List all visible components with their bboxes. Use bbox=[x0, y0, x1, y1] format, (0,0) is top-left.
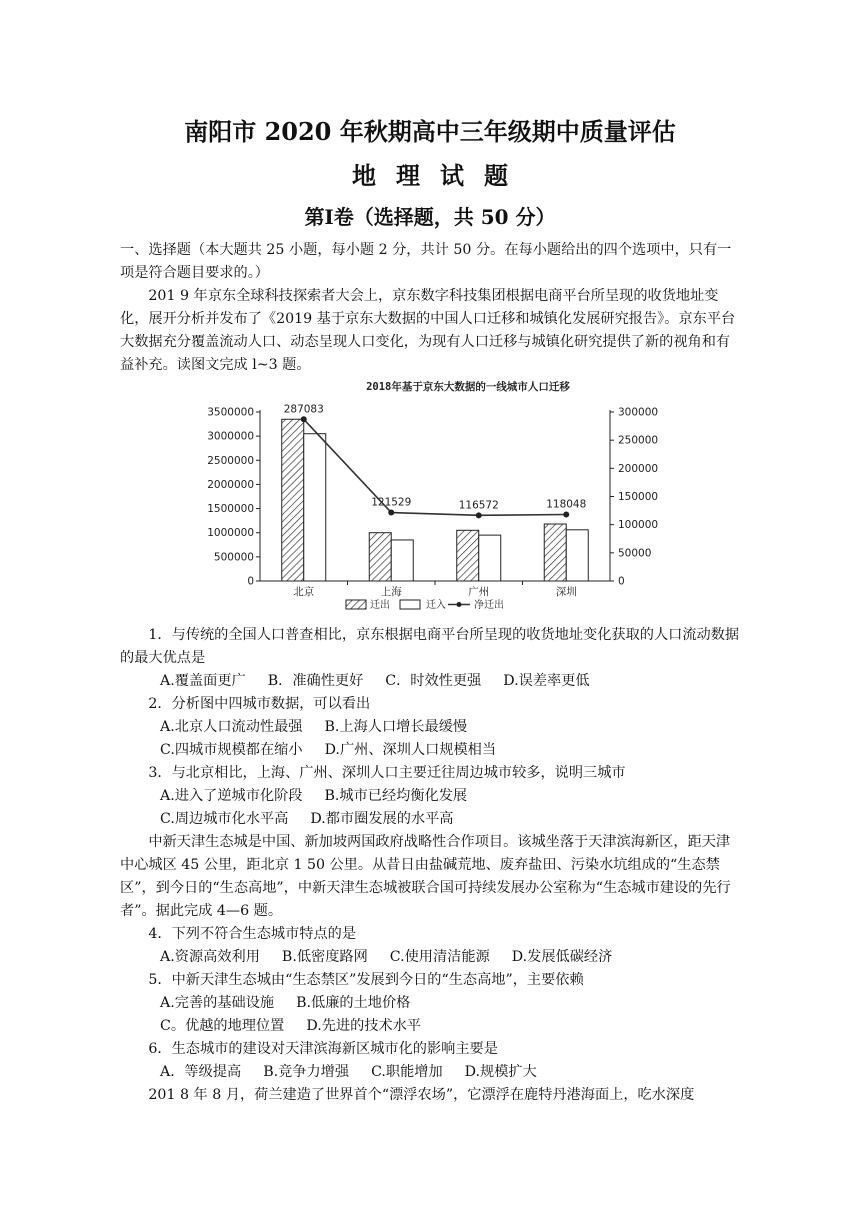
option-line bbox=[120, 808, 740, 831]
answer-option: B.竞争力增强 bbox=[263, 1064, 350, 1080]
answer-option: D.规模扩大 bbox=[464, 1064, 537, 1080]
question-stem: 6．生态城市的建设对天津滨海新区城市化的影响主要是 bbox=[148, 1041, 498, 1057]
intro-passage-1-text: 201 9 年京东全球科技探索者大会上，京东数字科技集团根据电商平台所呈现的收货地址变化，展开分析并发布了《2019 基于京东大数据的中国人口迁移和城镇化发展研究报告》。京东平台大数据充分覆盖流动人口、动态呈现人口变化，为现有人口迁移与城镇化研究提供了新的视角和有益补充。读图文完成 l~3 题。 bbox=[120, 288, 736, 373]
answer-option: D.误差率更低 bbox=[503, 673, 590, 689]
right-tick-label: 300000 bbox=[618, 406, 659, 419]
legend-inflow-label: 迁入 bbox=[426, 600, 446, 611]
option-line bbox=[120, 992, 740, 1015]
data-label: 116572 bbox=[458, 499, 499, 512]
instructions-text: 一、选择题（本大题共 25 小题，每小题 2 分，共计 50 分。在每小题给出的四个选项中，只有一项是符合题目要求的。） bbox=[120, 242, 732, 281]
answer-option: C.使用清洁能源 bbox=[389, 949, 490, 965]
intro-passage-2: 中新天津生态城是中国、新加坡两国政府战略性合作项目。该城坐落于天津滨海新区，距天津中心城区 45 公里，距北京 1 50 公里。从昔日由盐碱荒地、废弃盐田、污染水坑组成的“生态禁区”，到今日的“生态高地”，中新天津生态城被联合国可持续发展办公室称为“生态城市建设的先行者”。据此完成 4—6 题。 bbox=[120, 834, 731, 919]
section-title: 第Ⅰ卷（选择题，共 50 分） bbox=[304, 205, 556, 229]
right-tick-label: 250000 bbox=[618, 434, 659, 447]
answer-option: A.进入了逆城市化阶段 bbox=[160, 788, 303, 804]
question-group-2 bbox=[120, 923, 740, 1084]
left-tick-label: 2500000 bbox=[207, 454, 254, 467]
exam-title: 南阳市 2020 年秋期高中三年级期中质量评估 bbox=[184, 117, 676, 146]
question-block bbox=[120, 624, 740, 1107]
category-label: 北京 bbox=[293, 586, 315, 598]
right-tick-label: 0 bbox=[618, 575, 625, 588]
left-tick-label: 3500000 bbox=[207, 406, 254, 419]
net-outflow-point bbox=[301, 416, 307, 422]
legend-outflow-swatch bbox=[346, 600, 366, 609]
migration-chart bbox=[180, 376, 740, 620]
bar-outflow bbox=[369, 533, 391, 581]
answer-option: C．时效性更强 bbox=[385, 673, 482, 689]
data-label: 121529 bbox=[371, 496, 412, 509]
net-outflow-line bbox=[304, 419, 567, 515]
answer-option: A.覆盖面更广 bbox=[160, 673, 246, 689]
data-label: 287083 bbox=[283, 403, 324, 416]
bar-outflow bbox=[282, 419, 304, 581]
option-line bbox=[120, 716, 740, 739]
answer-option: B.低密度路网 bbox=[281, 949, 368, 965]
option-line bbox=[120, 946, 740, 969]
question-stem: 4．下列不符合生态城市特点的是 bbox=[148, 926, 357, 942]
right-tick-label: 200000 bbox=[618, 462, 659, 475]
answer-option: B.上海人口增长最缓慢 bbox=[324, 719, 468, 735]
instructions bbox=[120, 239, 740, 285]
question-stem: 1．与传统的全国人口普查相比，京东根据电商平台所呈现的收货地址变化获取的人口流动数据的最大优点是 bbox=[120, 627, 740, 666]
answer-option: B.低廉的土地价格 bbox=[296, 995, 411, 1011]
net-outflow-point bbox=[476, 512, 482, 518]
left-tick-label: 2000000 bbox=[207, 478, 254, 491]
right-tick-label: 150000 bbox=[618, 491, 659, 503]
answer-option: C.职能增加 bbox=[371, 1064, 443, 1080]
left-tick-label: 1000000 bbox=[207, 527, 254, 540]
option-line bbox=[120, 1015, 740, 1038]
answer-option: C.周边城市化水平高 bbox=[160, 811, 289, 827]
subject-title: 地理试题 bbox=[352, 161, 528, 190]
answer-option: D.发展低碳经济 bbox=[511, 949, 613, 965]
answer-option: A．等级提高 bbox=[160, 1064, 242, 1080]
intro-passage-3: 201 8 年 8 月，荷兰建造了世界首个“漂浮农场”，它漂浮在鹿特丹港海面上，吃水深度 bbox=[148, 1087, 695, 1103]
answer-option: A.完善的基础设施 bbox=[160, 995, 275, 1011]
answer-option: B．准确性更好 bbox=[267, 673, 364, 689]
right-tick-label: 100000 bbox=[618, 519, 659, 532]
answer-option: A.资源高效利用 bbox=[160, 949, 260, 965]
left-tick-label: 500000 bbox=[213, 551, 254, 564]
answer-option: D.都市圈发展的水平高 bbox=[310, 811, 454, 827]
bar-inflow bbox=[391, 540, 413, 581]
right-tick-label: 50000 bbox=[618, 547, 652, 560]
left-tick-label: 3000000 bbox=[207, 430, 254, 443]
answer-option: C.四城市规模都在缩小 bbox=[160, 742, 303, 758]
bar-inflow bbox=[566, 530, 588, 581]
question-stem: 2．分析图中四城市数据，可以看出 bbox=[148, 696, 371, 712]
answer-option: D.广州、深圳人口规模相当 bbox=[324, 742, 497, 758]
category-label: 上海 bbox=[380, 586, 402, 598]
answer-option: B.城市已经均衡化发展 bbox=[324, 788, 468, 804]
option-line bbox=[120, 670, 740, 693]
legend-inflow-swatch bbox=[400, 600, 420, 609]
data-label: 118048 bbox=[546, 498, 587, 511]
bar-outflow bbox=[544, 524, 566, 581]
answer-option: C。优越的地理位置 bbox=[160, 1018, 285, 1034]
question-stem: 3．与北京相比，上海、广州、深圳人口主要迁往周边城市较多，说明三城市 bbox=[148, 765, 626, 781]
left-tick-label: 1500000 bbox=[207, 503, 254, 516]
migration-chart-svg bbox=[180, 376, 740, 620]
net-outflow-point bbox=[388, 510, 394, 516]
legend-outflow-label: 迁出 bbox=[370, 600, 390, 611]
answer-option: A.北京人口流动性最强 bbox=[160, 719, 303, 735]
net-outflow-point bbox=[563, 511, 569, 517]
intro-passage-1 bbox=[120, 285, 740, 377]
option-line bbox=[120, 1061, 740, 1084]
bar-outflow bbox=[457, 530, 479, 581]
legend-net-point bbox=[457, 602, 462, 607]
option-line bbox=[120, 739, 740, 762]
option-line bbox=[120, 785, 740, 808]
question-stem: 5．中新天津生态城由“生态禁区”发展到今日的“生态高地”，主要依赖 bbox=[148, 972, 584, 988]
bar-inflow bbox=[479, 535, 501, 581]
category-label: 广州 bbox=[468, 586, 490, 598]
legend-net-label: 净迁出 bbox=[474, 600, 504, 611]
chart-title: 2018年基于京东大数据的一线城市人口迁移 bbox=[366, 381, 570, 393]
category-label: 深圳 bbox=[555, 586, 577, 598]
answer-option: D.先进的技术水平 bbox=[306, 1018, 422, 1034]
bar-inflow bbox=[304, 434, 326, 581]
left-tick-label: 0 bbox=[247, 575, 254, 588]
question-group-1 bbox=[120, 624, 740, 831]
